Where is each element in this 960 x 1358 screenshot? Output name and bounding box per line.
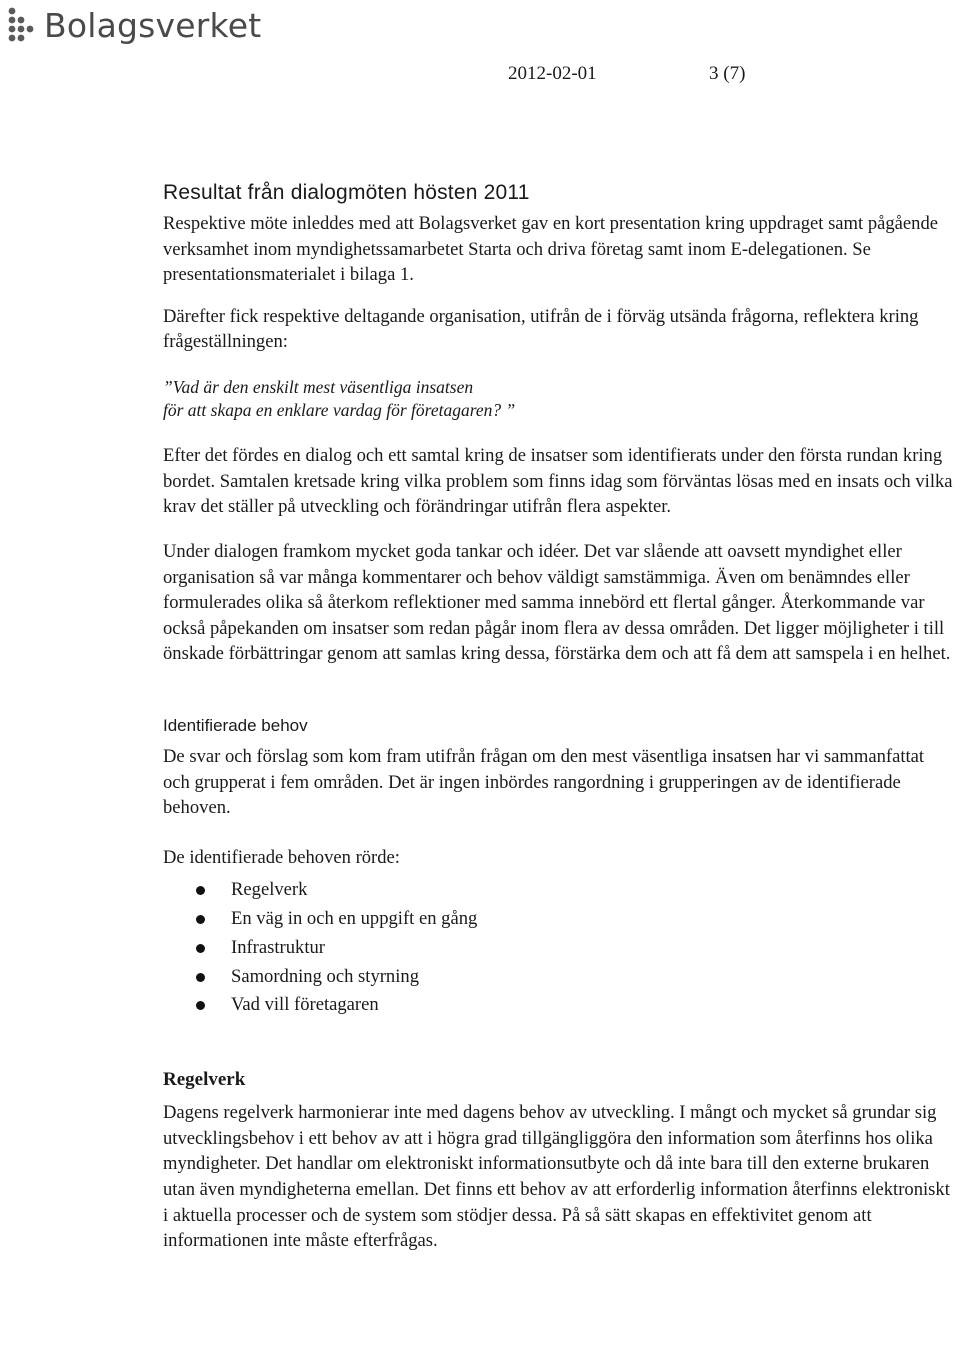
paragraph-regelverk: Dagens regelverk harmonierar inte med dagens behov av utveckling. I mångt och mycket så grundar sig utvecklingsbehov i ett behov av att i högra grad tillgängliggöra den information som återfinns hos olika myndigheter. Det handlar om elektroniskt informationsutbyte och då inte bara till den externe brukaren utan även myndigheterna emellan. Det finns ett behov av att erforderlig information återfinns elektroniskt i aktuella processer och de system som stödjer dessa. På så sätt skapas en effektivitet genom att informationen inte måste efterfrågas.	[163, 1102, 950, 1252]
paragraph-intro: Respektive möte inleddes med att Bolagsverket gav en kort presentation kring uppdraget samt pågående verksamhet inom myndighetssamarbetet Starta och driva företag samt inom E-delegationen. Se presentationsmaterialet i bilaga 1.	[163, 213, 939, 286]
paragraph-dialog: Efter det fördes en dialog och ett samtal kring de insatser som identifierats under den första rundan kring bordet. Samtalen kretsade kring vilka problem som finns idag som förväntas lösas med en insats och vilka krav det ställer på utveckling och förändringar utifrån flera aspekter.	[163, 445, 953, 518]
identified-needs-intro: De identifierade behoven rörde:	[163, 846, 400, 868]
document-date: 2012-02-01	[508, 63, 597, 84]
quote-line-1: ”Vad är den enskilt mest väsentliga insatsen	[163, 376, 474, 397]
bullet-icon	[196, 944, 205, 953]
section-title: Resultat från dialogmöten hösten 2011	[163, 181, 530, 204]
bullet-icon	[196, 1001, 205, 1010]
paragraph-identified: De svar och förslag som kom fram utifrån frågan om den mest väsentliga insatsen har vi sammanfattat och grupperat i fem områden. Det är ingen inbördes rangordning i grupperingen av de identifierade behoven.	[163, 745, 925, 819]
paragraph-reflection: Därefter fick respektive deltagande organisation, utifrån de i förväg utsända frågorna, reflektera kring frågeställningen:	[163, 305, 919, 353]
list-item: En väg in och en uppgift en gång	[163, 905, 953, 934]
bolagsverket-logo-icon	[4, 7, 36, 43]
regelverk-title: Regelverk	[163, 1069, 246, 1091]
page-number: 3 (7)	[709, 63, 746, 84]
identified-needs-list	[163, 876, 953, 1020]
identified-needs-title: Identifierade behov	[163, 715, 308, 735]
bolagsverket-logo	[4, 4, 261, 46]
list-item: Regelverk	[163, 876, 953, 905]
bullet-icon	[196, 915, 205, 924]
list-item: Infrastruktur	[163, 934, 953, 963]
document-body	[163, 180, 953, 1254]
list-item: Vad vill företagaren	[163, 991, 953, 1020]
list-item: Samordning och styrning	[163, 963, 953, 992]
bullet-icon	[196, 886, 205, 895]
logo-text: Bolagsverket	[44, 5, 262, 45]
quote-line-2: för att skapa en enklare vardag för företagaren? ”	[163, 399, 516, 420]
paragraph-ideas: Under dialogen framkom mycket goda tankar och idéer. Det var slående att oavsett myndighet eller organisation så var många kommentarer och behov väldigt samstämmiga. Även om benämndes eller formulerades olika så återkom reflektioner med samma innebörd ett flertal gånger. Återkommande var också påpekanden om insatser som redan pågår inom flera av dessa områden. Det ligger möjligheter i till önskade förbättringar genom att samlas kring dessa, förstärka dem och att få dem att samspela i en helhet.	[163, 540, 951, 665]
bullet-icon	[196, 973, 205, 982]
